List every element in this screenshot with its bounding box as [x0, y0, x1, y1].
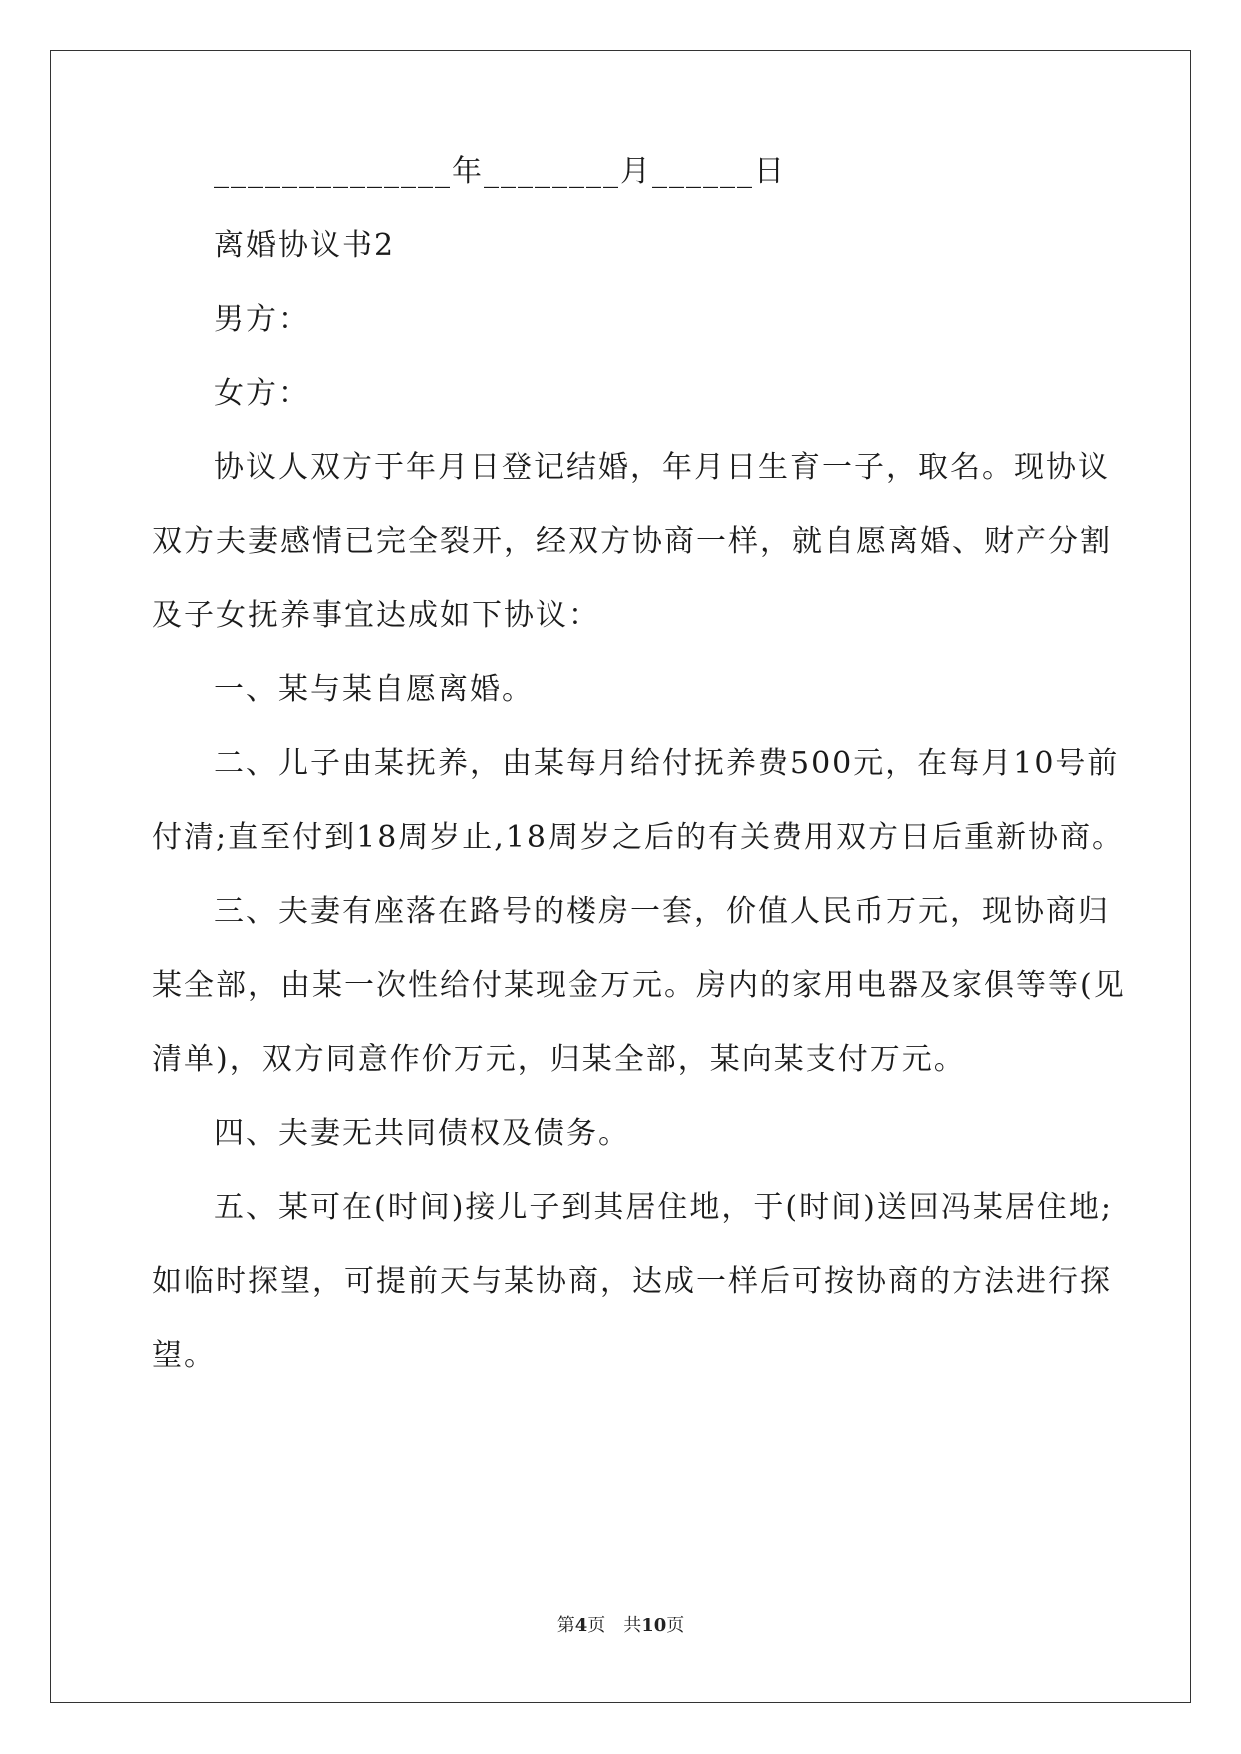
page-frame	[50, 50, 1191, 1703]
document-title: 离婚协议书2	[214, 228, 396, 263]
footer-suffix: 页	[666, 1615, 685, 1636]
paragraph-intro-line-1: 协议人双方于年月日登记结婚，年月日生育一子，取名。现协议	[214, 450, 1110, 485]
clause-3-line-1: 三、夫妻有座落在路号的楼房一套，价值人民币万元，现协商归	[214, 894, 1110, 929]
clause-4: 四、夫妻无共同债权及债务。	[214, 1116, 630, 1151]
male-party-label: 男方：	[214, 302, 310, 337]
current-page-number: 4	[574, 1615, 588, 1636]
clause-3-line-3: 清单)，双方同意作价万元，归某全部，某向某支付万元。	[152, 1042, 966, 1077]
clause-2-line-1: 二、儿子由某抚养，由某每月给付抚养费500元，在每月10号前	[214, 746, 1120, 781]
clause-5-line-3: 望。	[152, 1338, 216, 1373]
clause-3-line-2: 某全部，由某一次性给付某现金万元。房内的家用电器及家俱等等(见	[152, 968, 1126, 1003]
clause-2-line-2: 付清;直至付到18周岁止,18周岁之后的有关费用双方日后重新协商。	[152, 820, 1124, 855]
clause-5-line-1: 五、某可在(时间)接儿子到其居住地，于(时间)送回冯某居住地;	[214, 1190, 1113, 1225]
footer-middle: 页 共	[587, 1615, 642, 1636]
clause-5-line-2: 如临时探望，可提前天与某协商，达成一样后可按协商的方法进行探	[152, 1264, 1112, 1299]
date-line: ______________年________月______日	[214, 154, 786, 189]
paragraph-intro-line-3: 及子女抚养事宜达成如下协议：	[152, 598, 600, 633]
clause-1: 一、某与某自愿离婚。	[214, 672, 534, 707]
female-party-label: 女方：	[214, 376, 310, 411]
paragraph-intro-line-2: 双方夫妻感情已完全裂开，经双方协商一样，就自愿离婚、财产分割	[152, 524, 1112, 559]
footer-prefix: 第	[556, 1615, 575, 1636]
total-page-count: 10	[641, 1615, 667, 1636]
page-footer	[0, 1614, 1241, 1638]
